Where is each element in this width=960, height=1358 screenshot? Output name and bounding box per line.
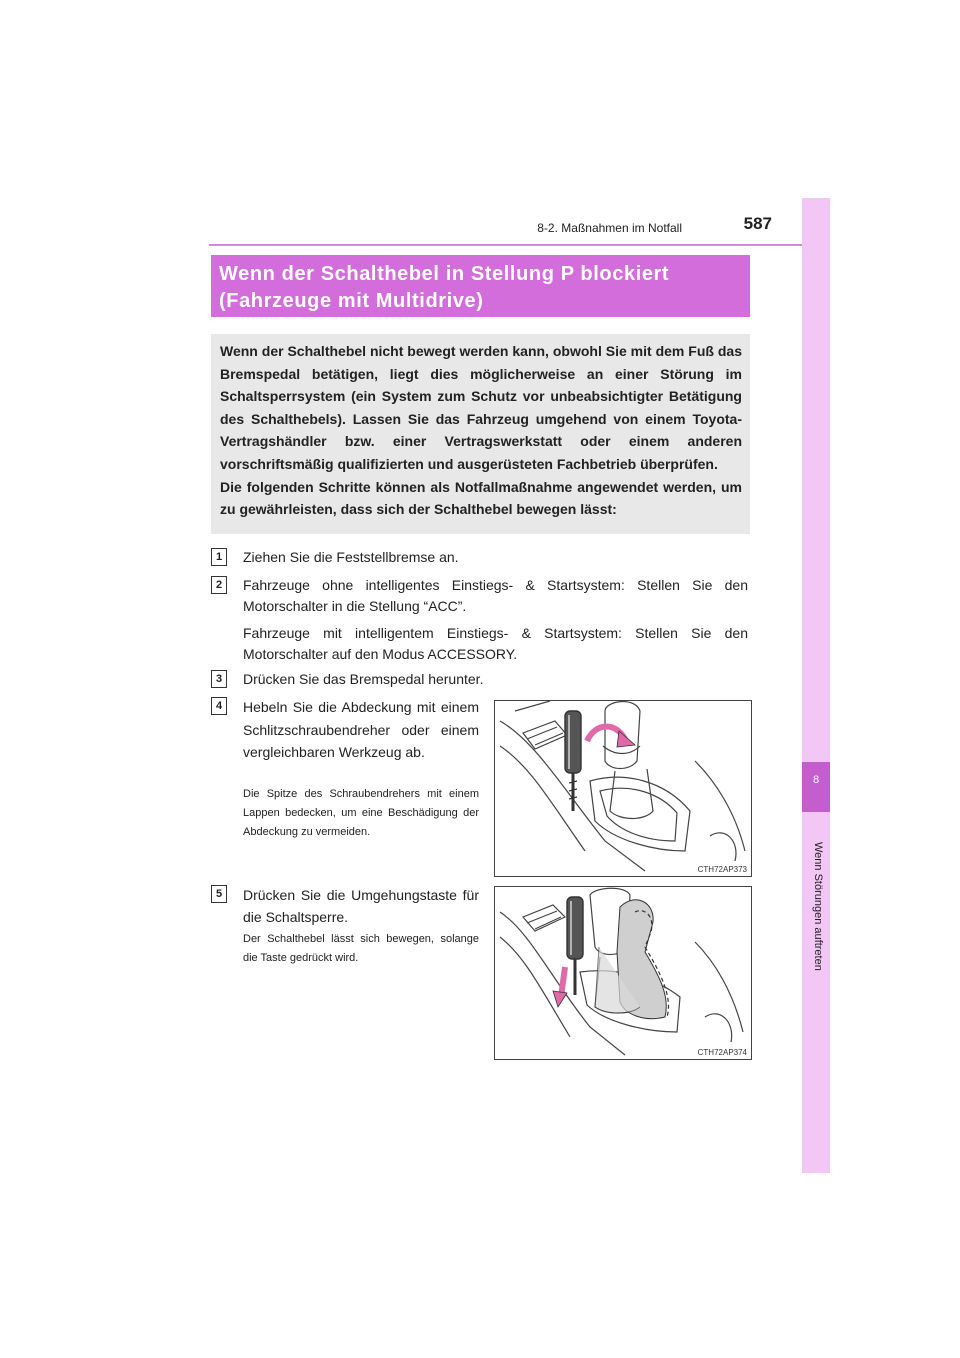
step-number-1: 1 bbox=[211, 548, 227, 566]
step-note-5: Der Schalthebel lässt sich bewegen, solange die Taste gedrückt wird. bbox=[243, 933, 479, 964]
figure-code-1: CTH72AP373 bbox=[697, 865, 747, 874]
step-text-1: Ziehen Sie die Feststellbremse an. bbox=[243, 549, 459, 565]
shift-lever-cover-illustration bbox=[495, 701, 751, 876]
intro-text bbox=[220, 340, 742, 521]
step-number-2: 2 bbox=[211, 576, 227, 594]
intro-paragraph-1: Wenn der Schalthebel nicht bewegt werden kann, obwohl Sie mit dem Fuß das Bremspedal betätigen, liegt dies möglicherweise an einer Störung im Schaltsperrsystem (ein System zum Schutz vor unbeabsichtigter Betätigung des Schalthebels). Lassen Sie das Fahrzeug umgehend von einem Toyota-Vertragshändler bzw. einer Vertragswerkstatt oder einem anderen vorschriftsmäßig qualifizierten und ausgerüsteten Fachbetrieb überprüfen. bbox=[220, 343, 742, 472]
shift-lock-release-illustration bbox=[495, 887, 751, 1059]
section-heading bbox=[219, 261, 749, 315]
intro-paragraph-2: Die folgenden Schritte können als Notfallmaßnahme angewendet werden, um zu gewährleisten, dass sich der Schalthebel bewegen lässt: bbox=[220, 478, 742, 518]
heading-line-1: Wenn der Schalthebel in Stellung P blockiert bbox=[219, 263, 670, 285]
header-divider bbox=[209, 244, 825, 246]
step-text-2: Fahrzeuge ohne intelligentes Einstiegs- & Startsystem: Stellen Sie den Motorschalter in die Stellung “ACC”. bbox=[243, 577, 748, 614]
figure-code-2: CTH72AP374 bbox=[697, 1048, 747, 1057]
step-text-4: Hebeln Sie die Abdeckung mit einem Schlitzschraubendreher oder einem vergleichbaren Werkzeug ab. bbox=[243, 699, 479, 760]
chapter-title: Wenn Störungen auftreten bbox=[812, 842, 824, 971]
illustration-bypass-button bbox=[494, 886, 752, 1060]
chapter-number: 8 bbox=[812, 774, 820, 786]
section-title: 8-2. Maßnahmen im Notfall bbox=[537, 221, 682, 235]
step-text-5: Drücken Sie die Umgehungstaste für die Schaltsperre. bbox=[243, 887, 479, 925]
page-number: 587 bbox=[743, 214, 772, 233]
chapter-tab bbox=[802, 762, 830, 812]
step-number-4: 4 bbox=[211, 697, 227, 715]
step-text-3: Drücken Sie das Bremspedal herunter. bbox=[243, 671, 484, 687]
step-note-4: Die Spitze des Schraubendrehers mit einem Lappen bedecken, um eine Beschädigung der Abdeckung zu vermeiden. bbox=[243, 788, 479, 838]
step-text-2b: Fahrzeuge mit intelligentem Einstiegs- & Startsystem: Stellen Sie den Motorschalter auf den Modus ACCESSORY. bbox=[243, 625, 748, 662]
illustration-cover-removal bbox=[494, 700, 752, 877]
chapter-title-vertical bbox=[806, 842, 826, 1042]
heading-line-2: (Fahrzeuge mit Multidrive) bbox=[219, 290, 484, 312]
step-number-3: 3 bbox=[211, 670, 227, 688]
step-number-5: 5 bbox=[211, 885, 227, 903]
